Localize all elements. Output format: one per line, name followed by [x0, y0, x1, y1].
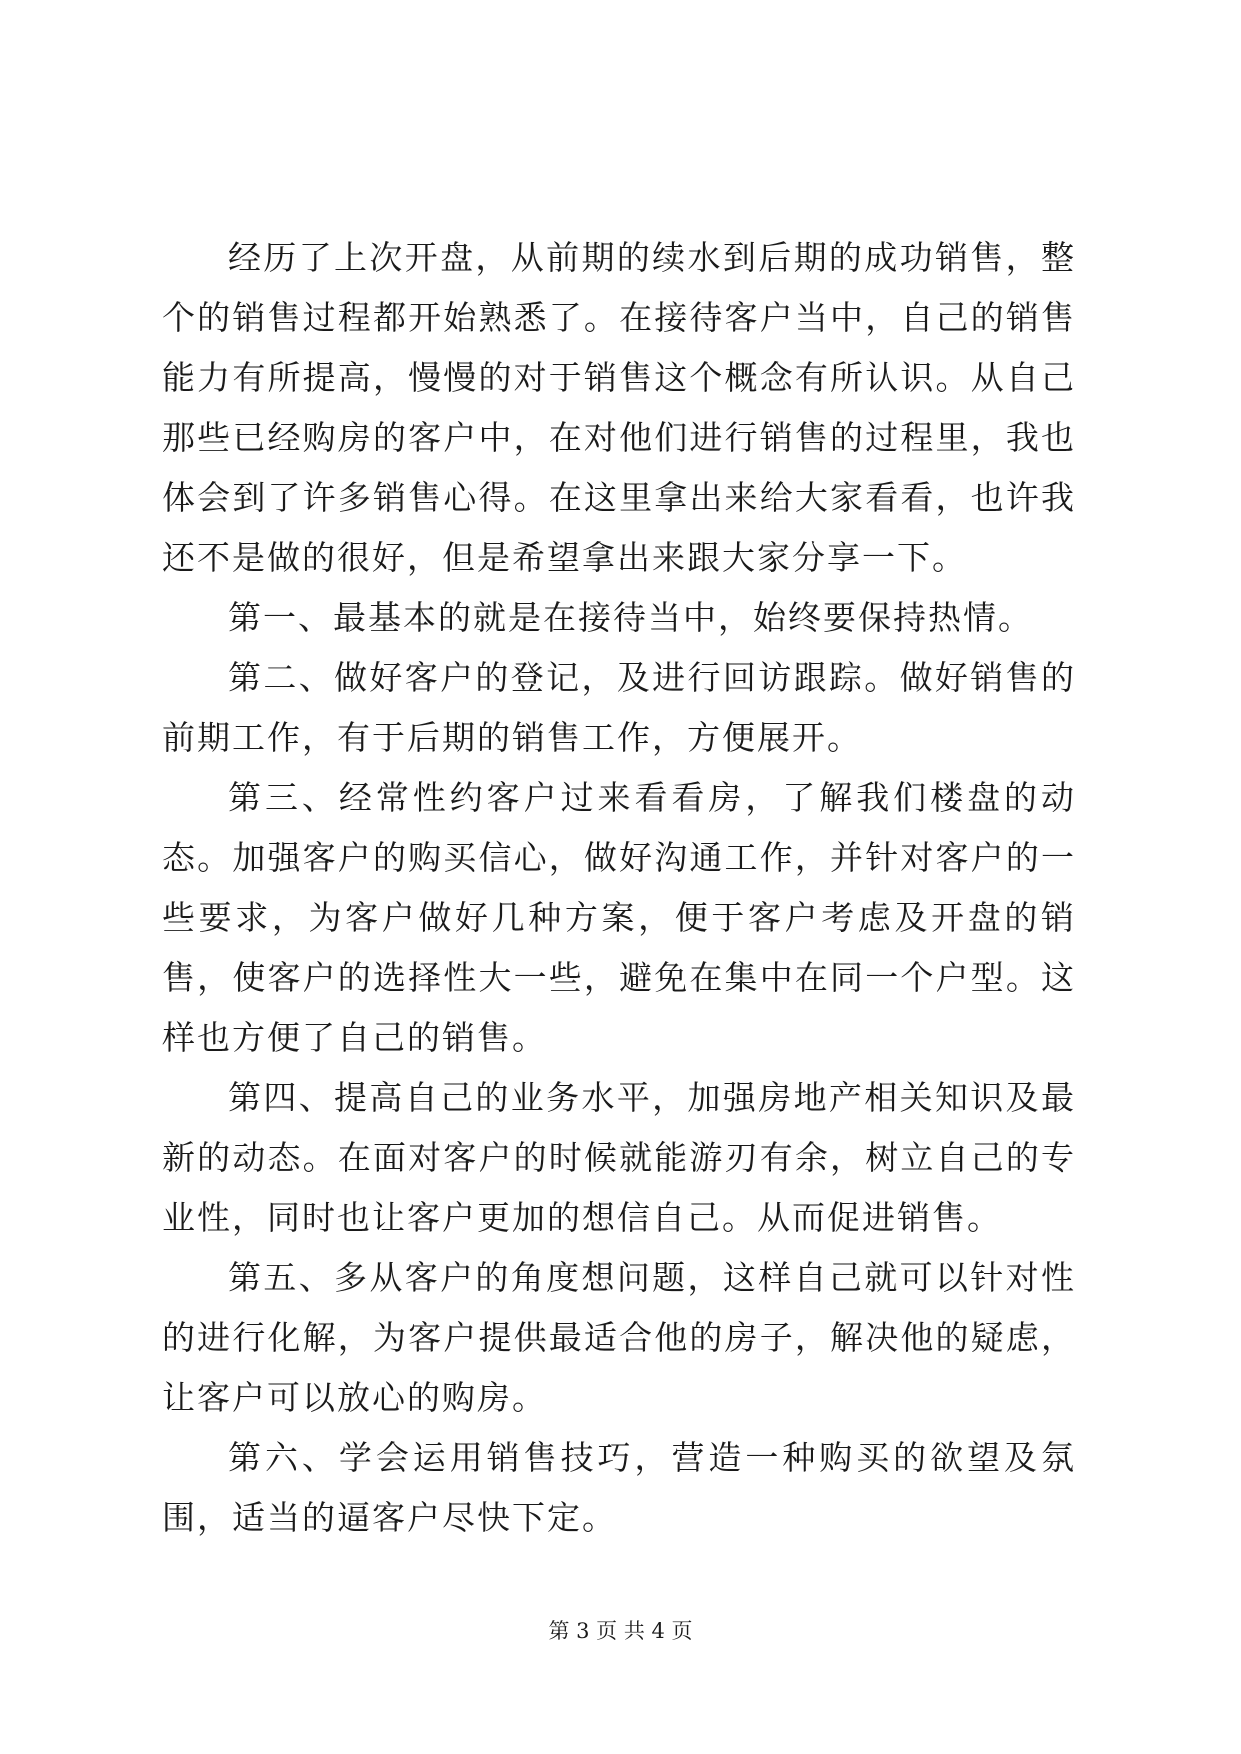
document-body: [162, 228, 1076, 1548]
page-number-footer: 第 3 页 共 4 页: [548, 1619, 693, 1643]
paragraph-point-1: 第一、最基本的就是在接待当中，始终要保持热情。: [228, 598, 1033, 637]
paragraph-intro: 经历了上次开盘，从前期的续水到后期的成功销售，整个的销售过程都开始熟悉了。在接待客户当中，自己的销售能力有所提高，慢慢的对于销售这个概念有所认识。从自己那些已经购房的客户中，在对他们进行销售的过程里，我也体会到了许多销售心得。在这里拿出来给大家看看，也许我还不是做的很好，但是希望拿出来跟大家分享一下。: [162, 238, 1076, 577]
paragraph-point-2: 第二、做好客户的登记，及进行回访跟踪。做好销售的前期工作，有于后期的销售工作，方便展开。: [162, 658, 1076, 757]
paragraph-point-6: 第六、学会运用销售技巧，营造一种购买的欲望及氛围，适当的逼客户尽快下定。: [162, 1438, 1076, 1537]
paragraph-point-4: 第四、提高自己的业务水平，加强房地产相关知识及最新的动态。在面对客户的时候就能游刃有余，树立自己的专业性，同时也让客户更加的想信自己。从而促进销售。: [162, 1078, 1076, 1237]
paragraph-point-3: 第三、经常性约客户过来看看房，了解我们楼盘的动态。加强客户的购买信心，做好沟通工作，并针对客户的一些要求，为客户做好几种方案，便于客户考虑及开盘的销售，使客户的选择性大一些，避免在集中在同一个户型。这样也方便了自己的销售。: [162, 778, 1076, 1057]
paragraph-point-5: 第五、多从客户的角度想问题，这样自己就可以针对性的进行化解，为客户提供最适合他的房子，解决他的疑虑，让客户可以放心的购房。: [162, 1258, 1076, 1417]
